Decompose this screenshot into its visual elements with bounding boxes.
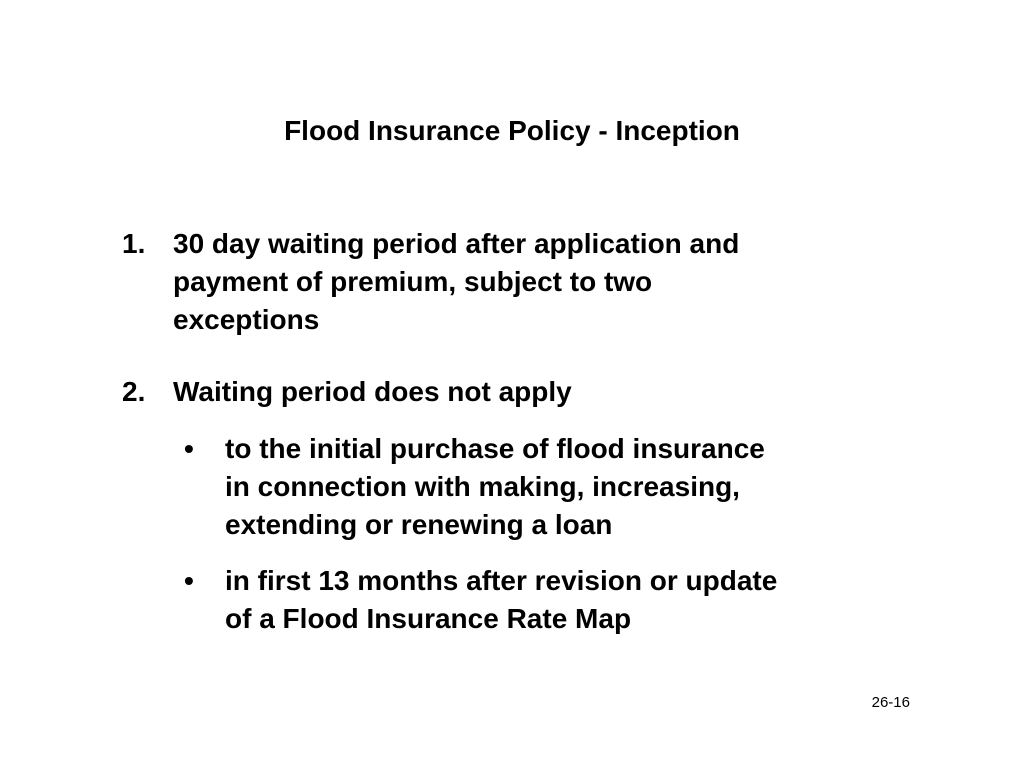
item-line: 30 day waiting period after application and xyxy=(173,228,740,259)
bullet-text xyxy=(225,562,925,638)
item-text xyxy=(173,373,873,411)
item-number: 2. xyxy=(122,376,146,407)
bullet-line: to the initial purchase of flood insurance xyxy=(225,433,765,464)
bullet-item-1 xyxy=(184,430,924,550)
bullet-text xyxy=(225,430,925,544)
page-number: 26-16 xyxy=(871,694,910,711)
item-line: payment of premium, subject to two xyxy=(173,266,653,297)
item-line: Waiting period does not apply xyxy=(173,376,572,407)
bullet-line: extending or renewing a loan xyxy=(225,509,613,540)
item-line: exceptions xyxy=(173,304,320,335)
bullet-icon: • xyxy=(184,565,194,596)
bullet-item-2 xyxy=(184,562,924,642)
numbered-item-1 xyxy=(122,225,882,345)
numbered-item-2 xyxy=(122,373,882,413)
bullet-line: of a Flood Insurance Rate Map xyxy=(225,603,632,634)
bullet-line: in connection with making, increasing, xyxy=(225,471,740,502)
bullet-icon: • xyxy=(184,433,194,464)
item-text xyxy=(173,225,893,339)
bullet-line: in first 13 months after revision or update xyxy=(225,565,778,596)
slide-title: Flood Insurance Policy - Inception xyxy=(284,115,740,146)
item-number: 1. xyxy=(122,228,146,259)
